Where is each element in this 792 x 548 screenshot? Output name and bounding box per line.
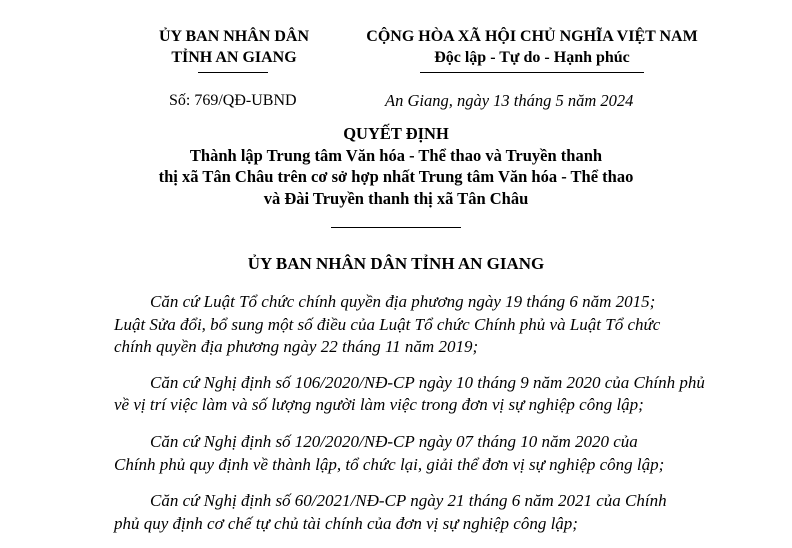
paragraph-2-line-2: về vị trí việc làm và số lượng người làm việc trong đơn vị sự nghiệp công lập; [114,395,644,414]
subject-line-2: thị xã Tân Châu trên cơ sở hợp nhất Trung tâm Văn hóa - Thể thao [158,167,634,186]
issuing-org-line1: ỦY BAN NHÂN DÂN [158,28,310,45]
paragraph-1-line-2: Luật Sửa đổi, bổ sung một số điều của Luật Tổ chức Chính phủ và Luật Tổ chức [114,315,661,334]
motto-underline [420,72,644,73]
paragraph-4-line-1: Căn cứ Nghị định số 60/2021/NĐ-CP ngày 21 tháng 6 năm 2021 của Chính [150,491,667,510]
issuing-org-line2: TỈNH AN GIANG [171,49,297,66]
doc-number: Số: 769/QĐ-UBND [169,92,297,109]
subject-line-1: Thành lập Trung tâm Văn hóa - Thể thao và Truyền thanh [189,146,603,165]
paragraph-3-line-1: Căn cứ Nghị định số 120/2020/NĐ-CP ngày 07 tháng 10 năm 2020 của [150,432,638,451]
place-date: An Giang, ngày 13 tháng 5 năm 2024 [385,91,634,110]
doc-kind: QUYẾT ĐỊNH [343,124,449,143]
paragraph-1-line-1: Căn cứ Luật Tổ chức chính quyền địa phương ngày 19 tháng 6 năm 2015; [150,292,656,311]
authority-heading: ỦY BAN NHÂN DÂN TỈNH AN GIANG [247,254,545,273]
title-divider [331,227,461,228]
paragraph-3-line-2: Chính phủ quy định về thành lập, tổ chức lại, giải thể đơn vị sự nghiệp công lập; [114,455,665,474]
nation-motto: Độc lập - Tự do - Hạnh phúc [434,49,630,66]
org-underline [198,72,268,73]
paragraph-2-line-1: Căn cứ Nghị định số 106/2020/NĐ-CP ngày 10 tháng 9 năm 2020 của Chính phủ [150,373,705,392]
nation-line1: CỘNG HÒA XÃ HỘI CHỦ NGHĨA VIỆT NAM [366,28,698,45]
paragraph-1-line-3: chính quyền địa phương ngày 22 tháng 11 năm 2019; [114,337,479,356]
subject-line-3: và Đài Truyền thanh thị xã Tân Châu [263,189,529,208]
paragraph-4-line-2: phủ quy định cơ chế tự chủ tài chính của đơn vị sự nghiệp công lập; [114,514,578,533]
